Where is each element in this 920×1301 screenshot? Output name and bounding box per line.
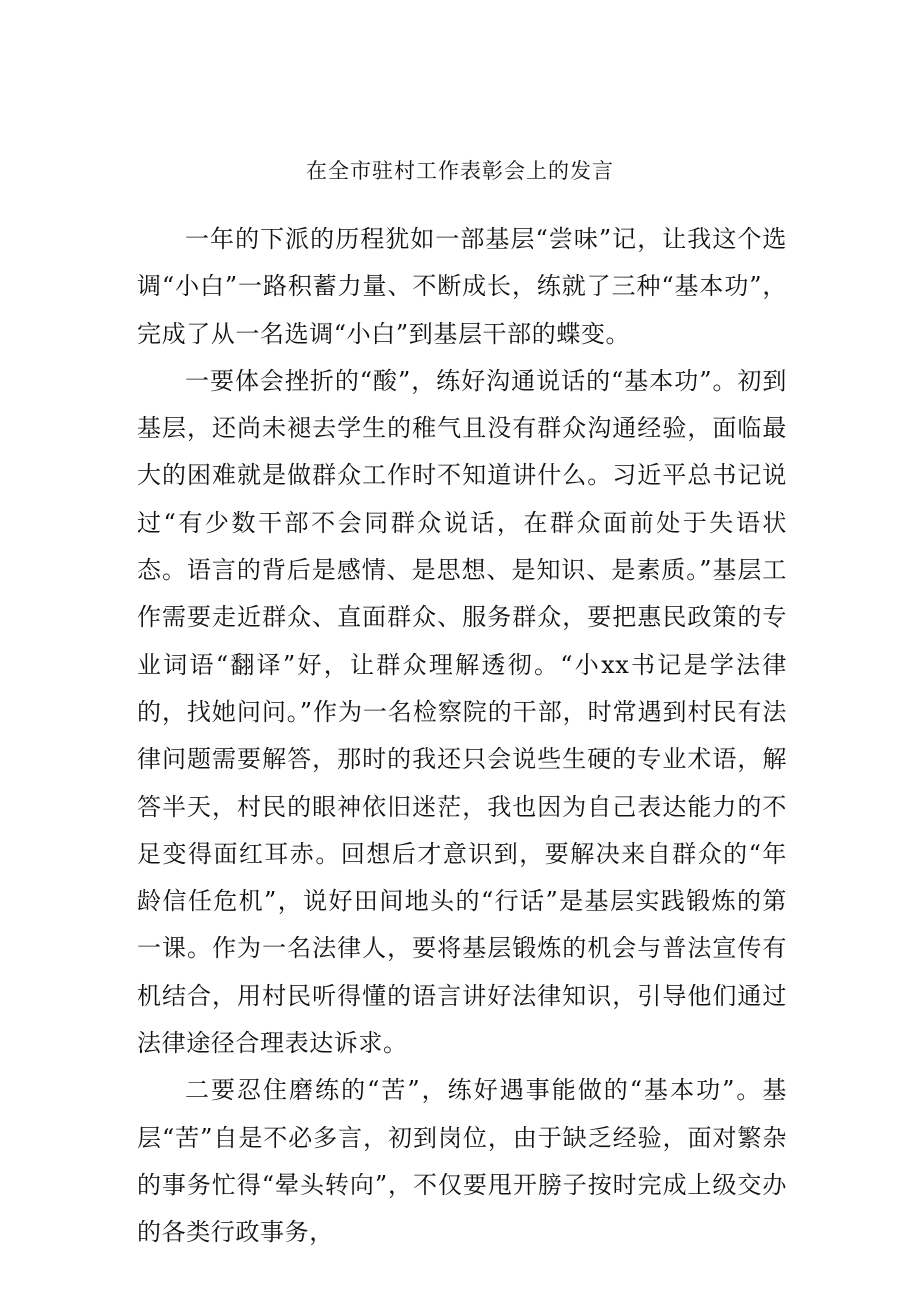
paragraph-first-point: 一要体会挫折的“酸”，练好沟通说话的“基本功”。初到基层，还尚未褪去学生的稚气且没有群众沟通经验，面临最大的困难就是做群众工作时不知道讲什么。习近平总书记说过“有少数干部不会同群众说话，在群众面前处于失语状态。语言的背后是感情、是思想、是知识、是素质。”基层工作需要走近群众、直面群众、服务群众，要把惠民政策的专业词语“翻译”好，让群众理解透彻。“小xx书记是学法律的，找她问问。”作为一名检察院的干部，时常遇到村民有法律问题需要解答，那时的我还只会说些生硬的专业术语，解答半天，村民的眼神依旧迷茫，我也因为自己表达能力的不足变得面红耳赤。回想后才意识到，要解决来自群众的“年龄信任危机”，说好田间地头的“行话”是基层实践锻炼的第一课。作为一名法律人，要将基层锻炼的机会与普法宣传有机结合，用村民听得懂的语言讲好法律知识，引导他们通过法律途径合理表达诉求。 — [137, 366, 787, 1058]
paragraph-intro: 一年的下派的历程犹如一部基层“尝味”记，让我这个选调“小白”一路积蓄力量、不断成长，练就了三种“基本功”，完成了从一名选调“小白”到基层干部的蝶变。 — [137, 225, 787, 348]
document-body — [137, 216, 787, 1257]
document-title: 在全市驻村工作表彰会上的发言 — [306, 159, 614, 183]
paragraph-second-point: 二要忍住磨练的“苦”，练好遇事能做的“基本功”。基层“苦”自是不必多言，初到岗位，由于缺乏经验，面对繁杂的事务忙得“晕头转向”，不仅要甩开膀子按时完成上级交办的各类行政事务， — [137, 1076, 787, 1247]
